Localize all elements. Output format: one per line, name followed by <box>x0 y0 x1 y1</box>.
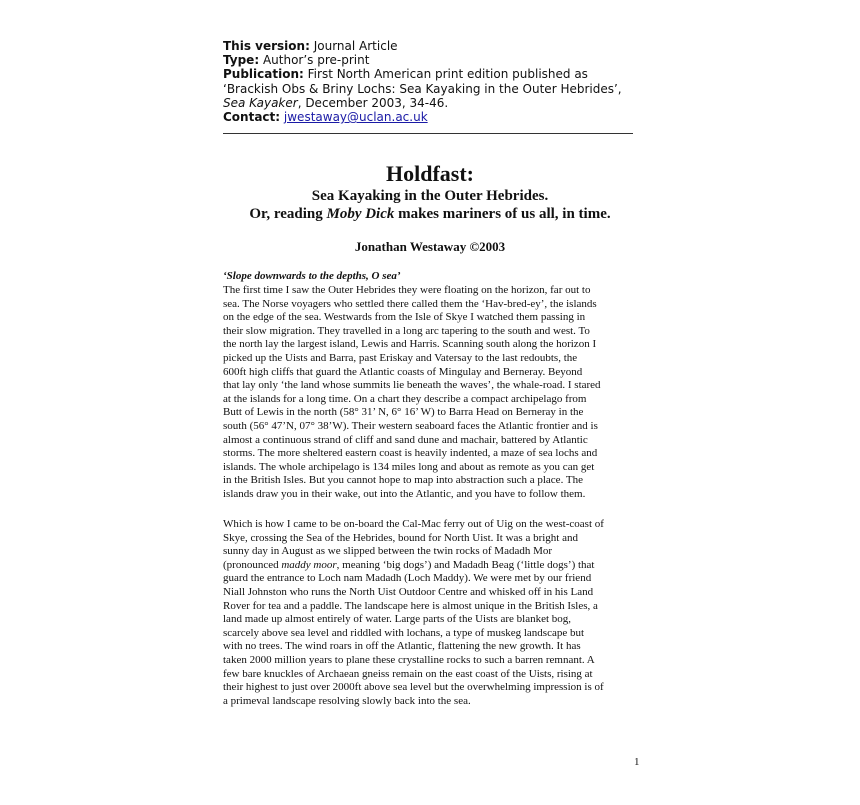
text-line: that lay only ‘the land whose summits lie beneath the waves’, the whale-road. I stared <box>223 379 601 392</box>
text-line: sea. The Norse voyagers who settled there called them the ‘Hav-bred-ey’, the islands <box>223 297 597 310</box>
text-line: taken 2000 million years to plane these crystalline rocks to such a barren remnant. A <box>223 653 595 666</box>
publication-date: , December 2003, 34-46. <box>297 95 449 110</box>
article-subtitle: Sea Kayaking in the Outer Hebrides. <box>311 188 549 204</box>
paragraph-2 <box>223 518 643 708</box>
text-line: with no trees. The wind roars in off the Atlantic, flattening the new growth. It has <box>223 640 581 653</box>
text-line: islands draw you in their wake, out into the Atlantic, and you have to follow them. <box>223 487 586 500</box>
text-line: Rover for tea and a paddle. The landscape here is almost unique in the British Isles, a <box>223 599 598 612</box>
line4-post: , meaning ‘big dogs’) and Madadh Beag (‘little dogs’) that <box>336 558 595 571</box>
epigraph: ‘Slope downwards to the depths, O sea’ <box>223 270 401 282</box>
publication-line2: ‘Brackish Obs & Briny Lochs: Sea Kayaking in the Outer Hebrides’, <box>223 81 622 96</box>
version-row <box>223 39 643 53</box>
text-line: a primeval landscape resolving slowly back into the sea. <box>223 694 471 707</box>
type-label: Type: <box>223 53 260 68</box>
publication-line3 <box>223 96 643 110</box>
line4-pre: (pronounced <box>223 558 282 571</box>
text-line: south (56° 47’N, 07° 38’W). Their western seaboard faces the Atlantic frontier and is <box>223 419 598 432</box>
text-line: land made up almost entirely of water. Large parts of the Uists are blanket bog, <box>223 613 572 626</box>
type-row <box>223 53 643 67</box>
text-line: Butt of Lewis in the north (58° 31’ N, 6° 16’ W) to Barra Head on Berneray in the <box>223 406 584 419</box>
article-title: Holdfast: <box>386 161 474 186</box>
text-line: storms. The more sheltered eastern coast is heavily indented, a maze of sea lochs and <box>223 447 598 460</box>
text-line: at the islands for a long time. On a chart they describe a compact archipelago from <box>223 392 587 405</box>
publication-line1: First North American print edition published as <box>307 67 588 82</box>
text-line: Which is how I came to be on-board the Cal-Mac ferry out of Uig on the west-coast of <box>223 518 604 530</box>
subtitle2-italic: Moby Dick <box>326 206 395 222</box>
subtitle2-pre: Or, reading <box>249 206 327 222</box>
contact-label: Contact: <box>223 110 281 125</box>
text-line: guard the entrance to Loch nam Madadh (Loch Maddy). We were met by our friend <box>223 572 592 585</box>
text-line: few bare knuckles of Archaean gneiss remain on the east coast of the Uists, rising at <box>223 667 593 680</box>
text-line: the north lay the largest island, Lewis and Harris. Scanning south along the horizon I <box>223 338 597 351</box>
text-line: their slow migration. They travelled in a long arc tapering to the south and west. To <box>223 324 590 337</box>
text-line: their highest to just over 2000ft above sea level but the overwhelming impression is of <box>223 681 604 694</box>
text-line: Skye, crossing the Sea of the Hebrides, bound for North Uist. It was a bright and <box>223 531 578 544</box>
text-line <box>223 559 643 573</box>
text-line: The first time I saw the Outer Hebrides they were floating on the horizon, far out to <box>223 284 591 296</box>
text-line: islands. The whole archipelago is 134 miles long and about as remote as you can get <box>223 460 595 473</box>
text-line: in the British Isles. But you cannot hope to map into abstraction such a place. The <box>223 474 583 487</box>
page-number: 1 <box>634 756 640 768</box>
article-author: Jonathan Westaway ©2003 <box>354 239 506 254</box>
text-line: on the edge of the sea. Westwards from the Isle of Skye I watched them passing in <box>223 311 586 324</box>
version-value: Journal Article <box>313 39 398 53</box>
contact-row <box>223 110 643 124</box>
version-label: This version: <box>223 39 310 53</box>
publication-journal: Sea Kayaker <box>223 95 298 110</box>
text-line: scarcely above sea level and riddled with lochans, a type of muskeg landscape but <box>223 626 585 639</box>
contact-email-link[interactable]: jwestaway@uclan.ac.uk <box>283 110 428 125</box>
publication-label: Publication: <box>223 67 304 82</box>
article-subtitle-2 <box>0 206 860 223</box>
subtitle2-post: makes mariners of us all, in time. <box>394 206 611 222</box>
text-line: Niall Johnston who runs the North Uist Outdoor Centre and whisked off in his Land <box>223 585 594 598</box>
paragraph-1 <box>223 284 643 502</box>
separator-line <box>223 133 633 134</box>
text-line: almost a continuous strand of cliff and sand dune and machair, battered by Atlantic <box>223 433 588 446</box>
publication-row <box>223 67 643 81</box>
type-value: Author’s pre-print <box>262 53 370 68</box>
text-line: picked up the Uists and Barra, past Eriskay and Vatersay to the last redoubts, the <box>223 351 578 364</box>
metadata-block <box>223 39 643 124</box>
text-line: 600ft high cliffs that guard the Atlantic coasts of Mingulay and Berneray. Beyond <box>223 365 583 378</box>
text-line: sunny day in August as we slipped between the twin rocks of Madadh Mor <box>223 545 553 558</box>
line4-italic: maddy moor <box>281 558 337 571</box>
